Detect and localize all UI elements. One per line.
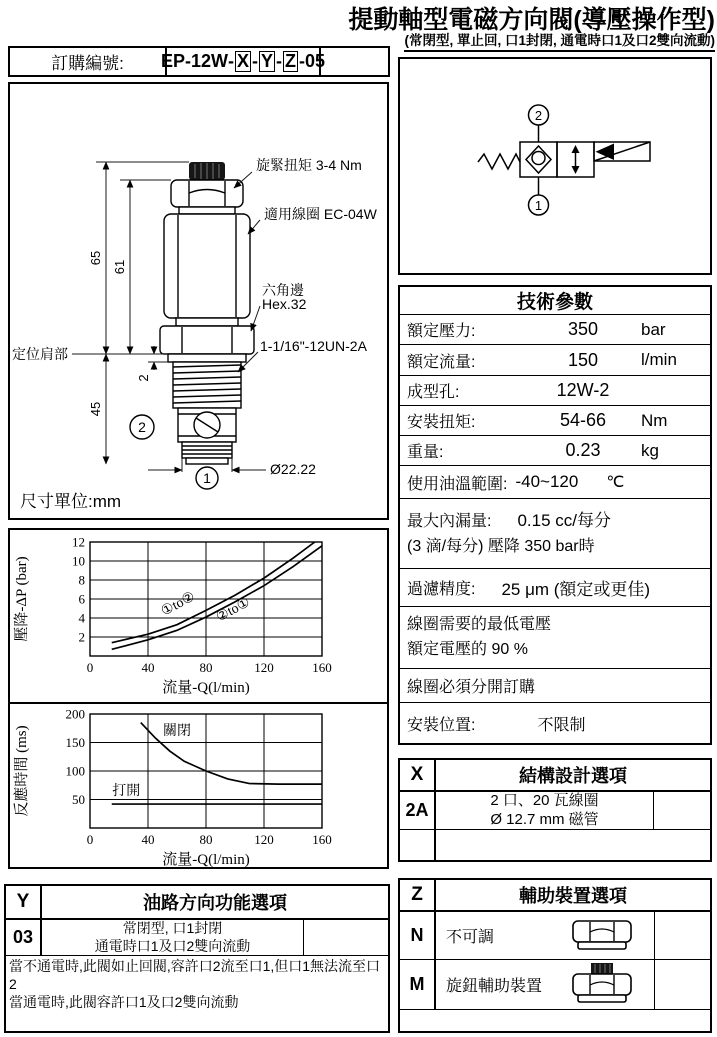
order-code-x: X <box>236 51 249 72</box>
dim-2: 2 <box>136 374 151 382</box>
valve-body-graphic <box>160 162 254 464</box>
option-x-code-header: X <box>400 760 436 790</box>
footnote-line2: 當通電時,此閥容許口1及口2雙向流動 <box>9 993 239 1010</box>
option-code: M <box>400 960 436 1009</box>
row-label: 額定流量: <box>407 353 476 371</box>
page-title: 提動軸型電磁方向閥(導壓操作型) <box>348 6 715 34</box>
dim-45: 45 <box>88 401 103 417</box>
hydraulic-symbol-panel <box>398 57 712 275</box>
dimension-drawing-panel <box>8 82 389 520</box>
tech-parameters-table <box>398 285 712 745</box>
tech-row-coil-voltage <box>400 606 710 668</box>
svg-text:流量-Q(l/min): 流量-Q(l/min) <box>162 852 250 868</box>
row-value: 54-66 <box>559 410 607 430</box>
option-label: 旋鈕輔助裝置 <box>446 978 543 995</box>
row-label: 額定壓力: <box>407 323 476 340</box>
order-code: EP-12W - X - Y - Z - 05 <box>167 48 321 75</box>
option-description-line1: 常閉型, 口1封閉 <box>122 920 223 936</box>
hex-callout-line1: 六角邊 <box>262 282 304 298</box>
tech-row-leakage <box>400 498 710 568</box>
option-description <box>436 792 653 829</box>
row-label: 過濾精度: <box>407 581 476 598</box>
svg-text:200: 200 <box>65 706 85 722</box>
page-subtitle: (常閉型, 單止回, 口1封閉, 通電時口1及口2雙向流動) <box>404 29 715 52</box>
row-label: 使用油溫範圍: <box>407 475 508 493</box>
svg-text:40: 40 <box>141 832 155 847</box>
footnote-line1: 當不通電時,此閥如止回閥,容許口2流至口1,但口1無法流至口2 <box>9 958 381 992</box>
drawing-port-1-label <box>196 467 218 489</box>
row-value: 0.23 <box>565 440 601 460</box>
tech-table-title: 技術參數 <box>516 292 593 313</box>
dim-61: 61 <box>112 259 127 275</box>
svg-text:反應時間 (ms): 反應時間 (ms) <box>14 725 30 817</box>
option-description-line2: Ø 12.7 mm 磁管 <box>490 810 599 828</box>
response-time-chart-section <box>10 704 387 872</box>
svg-text:160: 160 <box>312 660 332 675</box>
row-value: 350 <box>567 319 599 339</box>
row-unit: Nm <box>641 410 668 430</box>
dimension-unit-note: 尺寸單位:mm <box>20 492 122 511</box>
option-label: 不可調 <box>446 929 495 946</box>
tech-row-rated-flow <box>400 344 710 375</box>
svg-text:壓降-ΔP (bar): 壓降-ΔP (bar) <box>14 556 30 642</box>
option-x-row-2a <box>400 792 710 830</box>
row-line1: 線圈需要的最低電壓 <box>407 615 552 633</box>
thread-callout: 1-1/16"-12UN-2A <box>260 338 367 354</box>
row-unit: ℃ <box>606 474 625 491</box>
pressure-drop-flow-chart <box>10 530 391 702</box>
drawing-port-2-label <box>130 415 154 439</box>
order-row-spacer <box>321 48 388 75</box>
row-value: 150 <box>567 349 599 370</box>
row-value: 12W-2 <box>556 380 610 400</box>
svg-text:2: 2 <box>78 629 85 645</box>
hydraulic-symbol <box>400 59 710 273</box>
row-note: (3 滴/每分) 壓降 350 bar時 <box>407 537 595 555</box>
row-label: 安裝位置: <box>407 716 476 734</box>
hex-nut-icon <box>549 912 654 959</box>
tech-row-coil-order <box>400 668 710 702</box>
order-code-prefix: EP-12W <box>160 51 228 71</box>
dim-diameter: Ø22.22 <box>270 461 316 477</box>
tech-row-mounting <box>400 702 710 743</box>
svg-text:②to①: ②to① <box>213 595 253 626</box>
order-number-row <box>8 46 390 77</box>
option-description <box>42 920 303 955</box>
svg-text:0: 0 <box>86 832 94 847</box>
row-label: 線圈必須分開訂購 <box>407 679 536 696</box>
symbol-port-2-label <box>529 105 549 125</box>
performance-charts-panel <box>8 528 389 869</box>
hex-callout-line2: Hex.32 <box>262 296 307 312</box>
tech-row-weight <box>400 435 710 465</box>
option-y-code-header: Y <box>6 886 42 918</box>
option-code: 2A <box>400 792 436 829</box>
option-z-code-header: Z <box>400 880 436 910</box>
tech-row-filtration <box>400 568 710 606</box>
row-line2: 額定電壓的 90 % <box>407 640 528 658</box>
row-unit: bar <box>641 319 666 339</box>
option-y-footnote <box>6 956 388 1012</box>
option-x-header <box>400 760 710 792</box>
row-value: -40~120 <box>515 472 579 491</box>
response-time-flow-chart <box>10 704 391 872</box>
svg-text:160: 160 <box>312 832 332 847</box>
option-x-table <box>398 758 712 862</box>
svg-text:50: 50 <box>72 792 85 807</box>
check-valve-icon <box>526 146 551 173</box>
row-unit: kg <box>641 440 659 460</box>
row-value: 0.15 cc/每分 <box>517 510 611 530</box>
coil-callout: 適用線圈 EC-04W <box>264 206 377 222</box>
row-label: 成型孔: <box>407 384 460 401</box>
pressure-drop-chart-section <box>10 530 387 704</box>
svg-text:0: 0 <box>86 660 94 675</box>
option-y-empty-cell <box>303 920 388 955</box>
option-x-empty-cell <box>653 792 710 829</box>
svg-text:6: 6 <box>78 591 85 607</box>
option-x-title: 結構設計選項 <box>519 766 627 786</box>
svg-text:打開: 打開 <box>112 783 141 799</box>
order-number-label: 訂購編號: <box>10 48 167 75</box>
option-z-row-n <box>400 912 710 960</box>
option-z-title: 輔助裝置選項 <box>519 886 627 906</box>
option-z-empty-cell <box>654 912 710 959</box>
tech-row-rated-pressure <box>400 314 710 344</box>
svg-text:150: 150 <box>65 735 85 750</box>
option-description-line1: 2 口、20 瓦線圈 <box>490 791 599 809</box>
option-z-empty-cell <box>654 960 710 1009</box>
svg-text:關閉: 關閉 <box>163 724 191 740</box>
two-way-flow-arrow-icon <box>572 145 580 174</box>
dim-65: 65 <box>88 250 103 266</box>
svg-text:120: 120 <box>254 660 274 675</box>
hex-nut-knob-icon <box>549 960 654 1009</box>
svg-text:80: 80 <box>199 660 213 675</box>
option-z-row-m <box>400 960 710 1010</box>
order-code-suffix: 05 <box>305 51 326 71</box>
torque-callout: 旋緊扭矩 3-4 Nm <box>256 157 362 173</box>
row-value: 不限制 <box>537 716 586 734</box>
spring-icon <box>478 154 520 169</box>
option-y-section <box>4 884 390 1033</box>
svg-text:120: 120 <box>254 832 274 847</box>
row-label: 最大內漏量: <box>407 512 492 530</box>
valve-drawing <box>10 140 391 490</box>
option-x-empty-row <box>400 830 710 860</box>
order-code-y: Y <box>261 51 274 72</box>
svg-text:12: 12 <box>72 534 85 550</box>
row-value: 25 μm (額定或更佳) <box>501 580 651 599</box>
row-unit: l/min <box>641 350 677 369</box>
svg-text:80: 80 <box>199 832 213 847</box>
svg-text:流量-Q(l/min): 流量-Q(l/min) <box>162 680 250 696</box>
option-y-header <box>6 886 388 920</box>
svg-text:4: 4 <box>78 610 85 626</box>
svg-text:100: 100 <box>65 763 85 779</box>
svg-text:1: 1 <box>534 198 543 213</box>
tech-row-install-torque <box>400 405 710 435</box>
svg-text:8: 8 <box>78 572 85 588</box>
option-code: 03 <box>6 920 42 955</box>
option-z-header <box>400 880 710 912</box>
option-y-row-03 <box>6 920 388 956</box>
row-label: 重量: <box>407 444 444 461</box>
thread-graphic <box>173 362 241 408</box>
svg-text:2: 2 <box>534 108 543 123</box>
svg-text:1: 1 <box>203 470 211 486</box>
svg-text:40: 40 <box>141 660 155 675</box>
empty-cell <box>436 830 710 860</box>
solenoid-icon <box>594 142 650 161</box>
tech-row-oil-temp <box>400 465 710 498</box>
option-description-line2: 通電時口1及口2雙向流動 <box>94 937 251 954</box>
row-label: 安裝扭矩: <box>407 414 476 431</box>
symbol-port-1-label <box>529 195 549 215</box>
option-y-title: 油路方向功能選項 <box>143 893 287 913</box>
svg-text:10: 10 <box>72 553 85 569</box>
shoulder-label: 定位肩部 <box>12 346 68 362</box>
svg-text:2: 2 <box>138 419 146 435</box>
option-z-table <box>398 878 712 1033</box>
order-code-z: Z <box>285 51 297 72</box>
svg-text:①to②: ①to② <box>158 589 198 620</box>
tech-row-cavity <box>400 375 710 405</box>
option-code: N <box>400 912 436 959</box>
empty-code-cell <box>400 830 436 860</box>
